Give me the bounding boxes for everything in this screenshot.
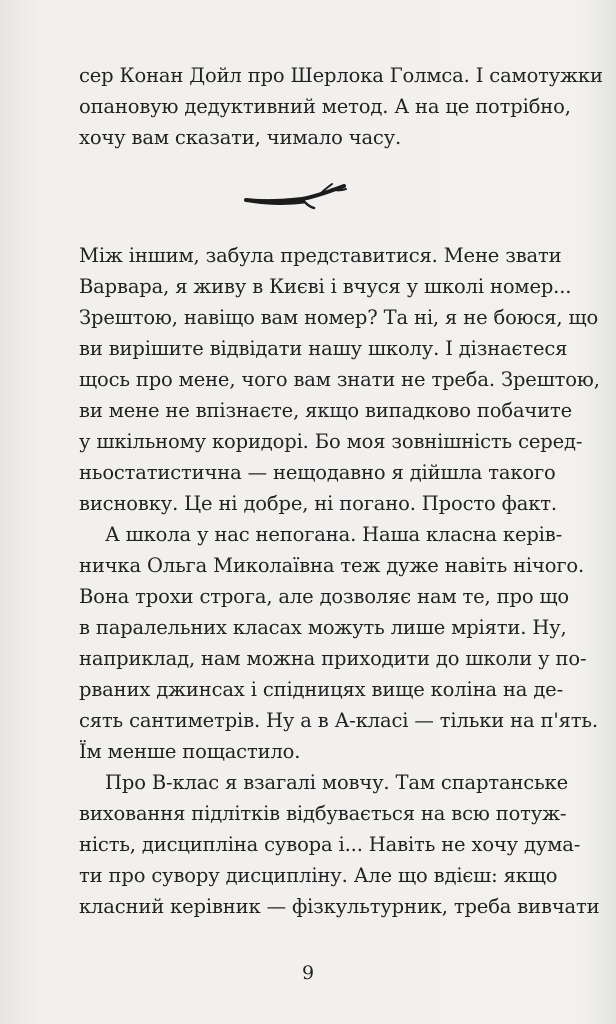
text-line: опановую дедуктивний метод. А на це потрібно, (79, 95, 571, 118)
text-line: ничка Ольга Миколаївна теж дуже навіть нічого. (79, 554, 585, 577)
text-line: ви вирішите відвідати нашу школу. І дізнаєтеся (79, 337, 568, 360)
text-line: щось про мене, чого вам знати не треба. Зрештою, (79, 368, 600, 391)
text-line: сер Конан Дойл про Шерлока Голмса. І самотужки (79, 64, 603, 87)
text-line: наприклад, нам можна приходити до школи у по- (79, 647, 587, 670)
text-line: класний керівник — фізкультурник, треба вивчати (79, 895, 600, 918)
text-line: сять сантиметрів. Ну а в А-класі — тільки на п'ять. (79, 709, 598, 732)
paragraph-introduction (79, 240, 600, 519)
text-line: Їм менше пощастило. (79, 740, 301, 763)
text-line: А школа у нас непогана. Наша класна керів- (105, 523, 563, 546)
text-line: Між іншим, забула представитися. Мене звати (79, 244, 562, 267)
text-line: ви мене не впізнаєте, якщо випадково побачите (79, 399, 573, 422)
main-text (79, 240, 600, 922)
text-line: ньостатистична — нещодавно я дійшла такого (79, 461, 556, 484)
text-line: рваних джинсах і спідницях вище коліна на де- (79, 678, 564, 701)
text-line: в паралельних класах можуть лише мріяти. Ну, (79, 616, 567, 639)
text-line: Про В-клас я взагалі мовчу. Там спартанське (105, 771, 568, 794)
page-number: 9 (301, 962, 315, 984)
text-line: хочу вам сказати, чимало часу. (79, 126, 402, 149)
text-line: у шкільному коридорі. Бо моя зовнішність серед- (79, 430, 583, 453)
paragraph-school (79, 519, 598, 767)
paragraph-v-class (79, 767, 600, 922)
text-line: Варвара, я живу в Києві і вчуся у школі номер... (79, 275, 572, 298)
text-line: висновку. Це ні добре, ні погано. Просто факт. (79, 492, 557, 515)
top-paragraph (79, 60, 603, 153)
twig-ornament-icon (244, 180, 348, 210)
text-line: Вона трохи строга, але дозволяє нам те, про що (79, 585, 570, 608)
text-line: виховання підлітків відбувається на всю потуж- (79, 802, 567, 825)
text-line: Зрештою, навіщо вам номер? Та ні, я не боюся, що (79, 306, 599, 329)
text-line: ти про сувору дисципліну. Але що вдієш: якщо (79, 864, 558, 887)
text-line: ність, дисципліна сувора і... Навіть не хочу дума- (79, 833, 581, 856)
